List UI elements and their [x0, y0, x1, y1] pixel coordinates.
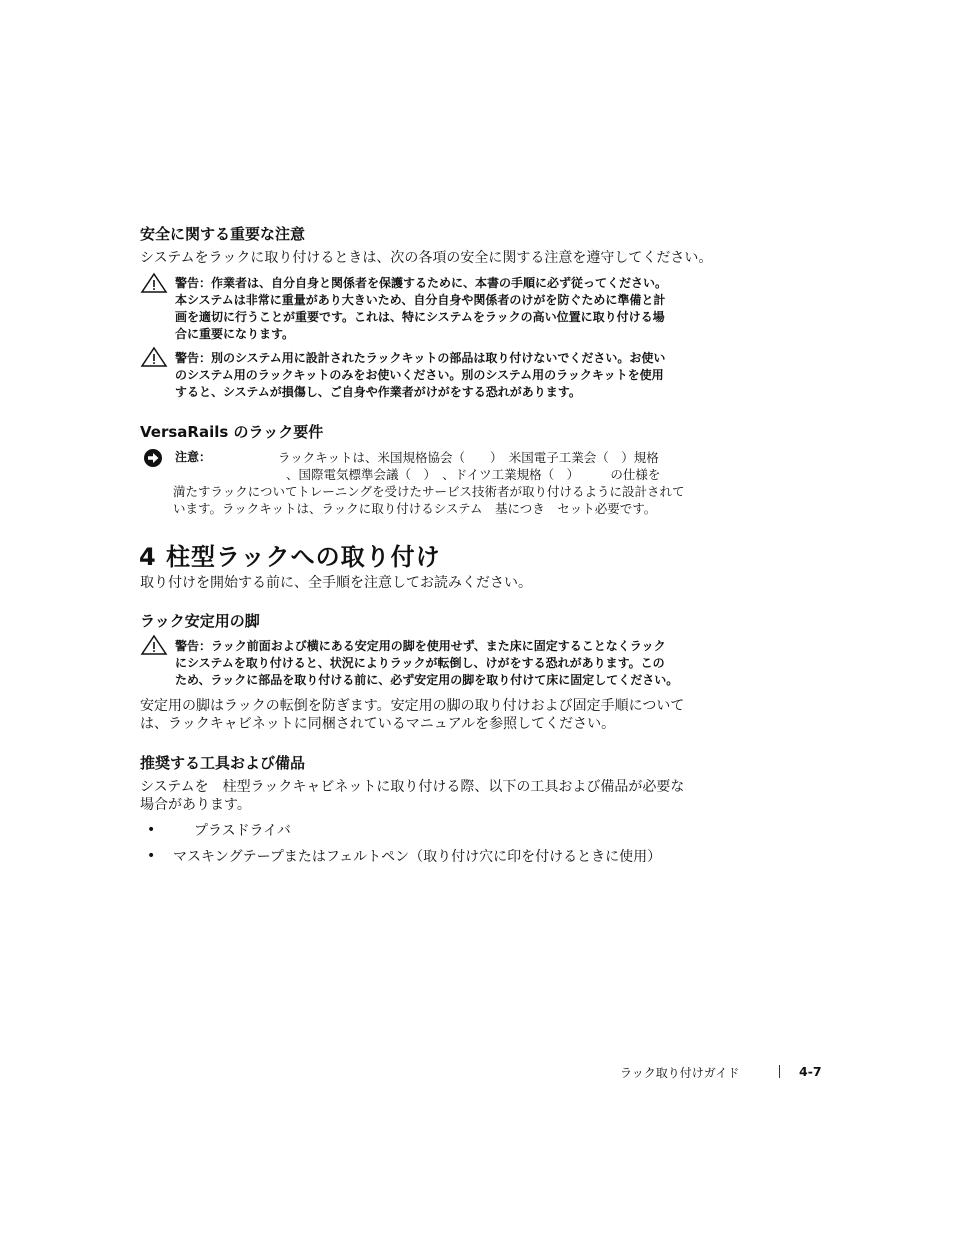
notice-text-line-3: 満たすラックについてトレーニングを受けたサービス技術者が取り付けるように設計されて — [173, 484, 685, 499]
list-item-text: プラスドライバ — [194, 823, 291, 839]
warning-text-line: ため、ラックに部品を取り付ける前に、必ず安定用の脚を取り付けて床に固定してください。 — [175, 673, 679, 687]
footer-divider — [779, 1065, 780, 1078]
warning-text-line: 画を適切に行うことが重要です。これは、特にシステムをラックの高い位置に取り付ける場 — [175, 310, 665, 324]
warning-text-line: 合に重要になります。 — [175, 327, 295, 341]
list-item-text: マスキングテープまたはフェルトペン（取り付け穴に印を付けるときに使用） — [173, 849, 662, 865]
bullet-icon: • — [147, 848, 156, 864]
warning-text-line: 警告：ラック前面および横にある安定用の脚を使用せず、また床に固定することなくラック — [175, 639, 666, 653]
body-text-line: は、ラックキャビネットに同梱されているマニュアルを参照してください。 — [140, 716, 616, 732]
body-text-line: 安定用の脚はラックの転倒を防ぎます。安定用の脚の取り付けおよび固定手順について — [140, 698, 685, 714]
notice-text-line-1: ラックキットは、米国規格協会（ ） 米国電子工業会（ ）規格 — [278, 450, 659, 465]
warning-text-line: にシステムを取り付けると、状況によりラックが転倒し、けがをする恐れがあります。この — [175, 656, 665, 670]
warning-triangle-icon — [140, 634, 168, 656]
notice-circle-arrow-icon — [143, 448, 163, 468]
section-heading-rack-requirements: VersaRails のラック要件 — [140, 423, 324, 441]
warning-text-line: すると、システムが損傷し、ご自身や作業者がけがをする恐れがあります。 — [175, 385, 581, 399]
warning-block-3 — [175, 638, 678, 689]
tools-body — [140, 778, 684, 814]
list-item — [147, 822, 767, 842]
warning-text-line: 本システムは非常に重量があり大きいため、自分自身や関係者のけがを防ぐために準備と計 — [175, 293, 666, 307]
warning-triangle-icon — [140, 272, 168, 294]
bullet-icon: • — [147, 822, 156, 838]
notice-text-line-4: います。ラックキットは、ラックに取り付けるシステム 基につき セット必要です。 — [173, 501, 657, 516]
footer-title: ラック取り付けガイド — [620, 1066, 740, 1080]
chapter-title: 4 柱型ラックへの取り付け — [139, 543, 441, 571]
page-number: 4-7 — [799, 1064, 822, 1079]
list-item — [147, 848, 767, 868]
warning-block-2 — [175, 350, 665, 401]
safety-intro: システムをラックに取り付けるときは、次の各項の安全に関する注意を遵守してください。 — [140, 250, 713, 266]
body-text-line: 場合があります。 — [140, 797, 251, 813]
warning-text-line: 警告：作業者は、自分自身と関係者を保護するために、本書の手順に必ず従ってください。 — [175, 276, 668, 290]
notice-label: 注意： — [175, 450, 212, 464]
section-heading-stabilizer-feet: ラック安定用の脚 — [140, 612, 260, 630]
stabilizer-body — [140, 697, 684, 733]
section-heading-safety: 安全に関する重要な注意 — [140, 225, 306, 243]
warning-text-line: 警告：別のシステム用に設計されたラックキットの部品は取り付けないでください。お使い — [175, 351, 666, 365]
chapter-intro: 取り付けを開始する前に、全手順を注意してお読みください。 — [140, 575, 532, 591]
warning-text-line: のシステム用のラックキットのみをお使いください。別のシステム用のラックキットを使用 — [175, 368, 664, 382]
section-heading-tools: 推奨する工具および備品 — [140, 754, 306, 772]
warning-block-1 — [175, 275, 667, 343]
notice-text-line-2: 、国際電気標準会議（ ） 、ドイツ工業規格（ ） の仕様を — [286, 467, 661, 482]
body-text-line: システムを 柱型ラックキャビネットに取り付ける際、以下の工具および備品が必要な — [140, 779, 685, 795]
warning-triangle-icon — [140, 346, 168, 368]
